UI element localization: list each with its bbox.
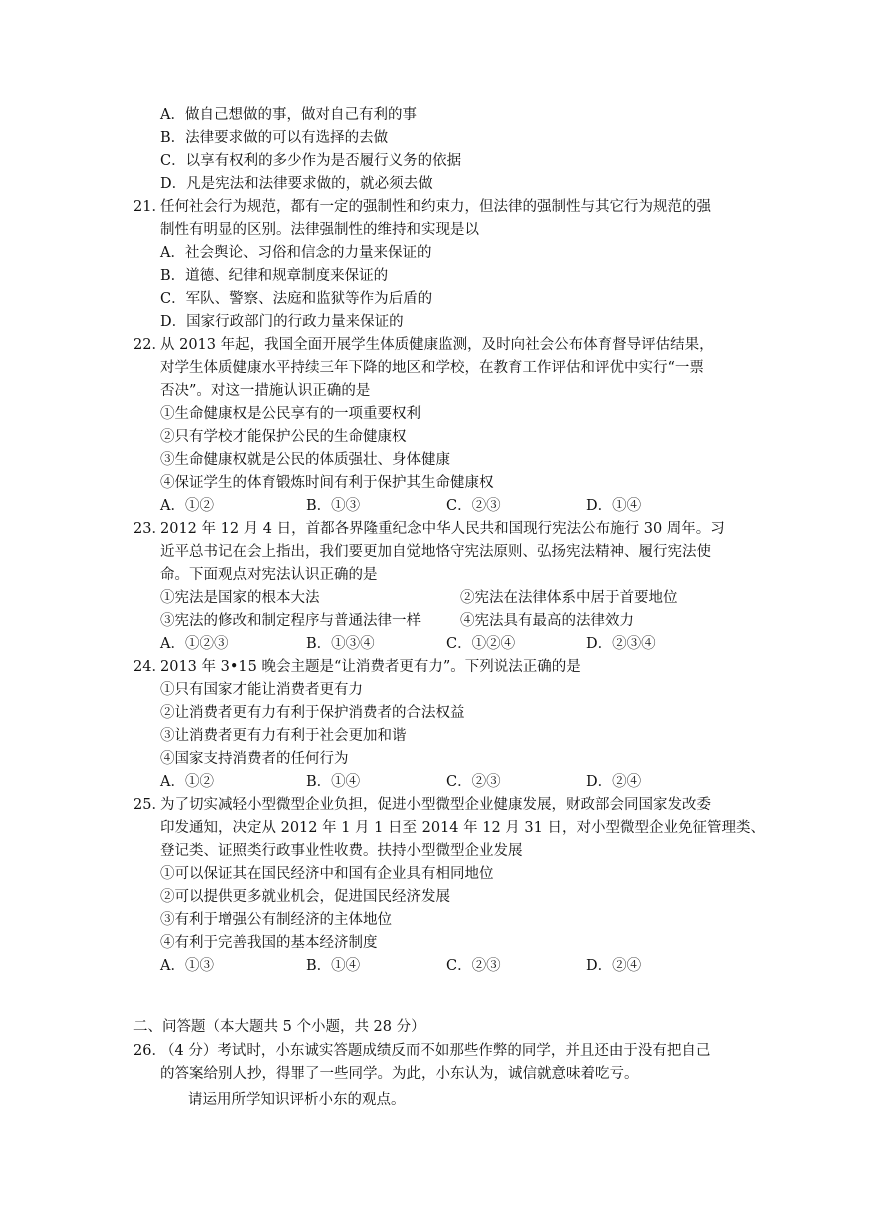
q20-option-d: D．凡是宪法和法律要求做的，就必须去做 — [160, 176, 433, 192]
q23-choice-a: A．①②③ — [160, 636, 229, 652]
q21-option-a: A．社会舆论、习俗和信念的力量来保证的 — [160, 245, 432, 261]
q21-option-b: B．道德、纪律和规章制度来保证的 — [160, 268, 389, 284]
q25-statement-1: ①可以保证其在国民经济中和国有企业具有相同地位 — [160, 866, 494, 882]
q21-stem-line-2: 制性有明显的区别。法律强制性的维持和实现是以 — [160, 222, 479, 238]
q24-stem-line-1: 2013 年 3•15 晚会主题是“让消费者更有力”。下列说法正确的是 — [160, 659, 581, 675]
q21-number: 21． — [133, 199, 166, 215]
q25-stem-line-1: 为了切实减轻小型微型企业负担，促进小型微型企业健康发展，财政部会同国家发改委 — [160, 797, 711, 813]
q23-statement-1: ①宪法是国家的根本大法 — [160, 590, 320, 606]
q25-statement-4: ④有利于完善我国的基本经济制度 — [160, 935, 378, 951]
q26-number: 26． — [133, 1043, 166, 1059]
q24-choice-d: D．②④ — [586, 774, 642, 790]
q20-option-b: B．法律要求做的可以有选择的去做 — [160, 130, 389, 146]
section-2-heading: 二、问答题（本大题共 5 个小题，共 28 分） — [133, 1019, 426, 1035]
q20-option-a: A．做自己想做的事，做对自己有利的事 — [160, 107, 417, 123]
q21-option-c: C．军队、警察、法庭和监狱等作为后盾的 — [160, 291, 433, 307]
q23-choice-d: D．②③④ — [586, 636, 656, 652]
q23-statement-2: ②宪法在法律体系中居于首要地位 — [460, 590, 678, 606]
q22-statement-2: ②只有学校才能保护公民的生命健康权 — [160, 429, 407, 445]
q24-choice-b: B．①④ — [306, 774, 361, 790]
q26-stem-line-2: 的答案给别人抄，得罪了一些同学。为此，小东认为，诚信就意味着吃亏。 — [160, 1066, 639, 1082]
q25-statement-2: ②可以提供更多就业机会，促进国民经济发展 — [160, 889, 450, 905]
q24-number: 24． — [133, 659, 166, 675]
q25-number: 25． — [133, 797, 166, 813]
q23-choice-c: C．①②④ — [446, 636, 516, 652]
q23-stem-line-3: 命。下面观点对宪法认识正确的是 — [160, 567, 378, 583]
q21-stem-line-1: 任何社会行为规范，都有一定的强制性和约束力，但法律的强制性与其它行为规范的强 — [160, 199, 711, 215]
q25-stem-line-3: 登记类、证照类行政事业性收费。扶持小型微型企业发展 — [160, 843, 523, 859]
q24-statement-4: ④国家支持消费者的任何行为 — [160, 751, 349, 767]
q26-prompt: 请运用所学知识评析小东的观点。 — [188, 1092, 406, 1108]
q23-stem-line-1: 2012 年 12 月 4 日，首都各界隆重纪念中华人民共和国现行宪法公布施行 30 周年。习 — [160, 521, 725, 537]
q24-statement-1: ①只有国家才能让消费者更有力 — [160, 682, 363, 698]
q22-stem-line-2: 对学生体质健康水平持续三年下降的地区和学校，在教育工作评估和评优中实行“一票 — [160, 360, 704, 376]
q23-statement-4: ④宪法具有最高的法律效力 — [460, 613, 634, 629]
q22-choice-d: D．①④ — [586, 498, 642, 514]
q22-choice-c: C．②③ — [446, 498, 501, 514]
q22-stem-line-3: 否决”。对这一措施认识正确的是 — [160, 383, 371, 399]
q24-statement-2: ②让消费者更有力有利于保护消费者的合法权益 — [160, 705, 465, 721]
q25-choice-a: A．①③ — [160, 958, 214, 974]
q23-choice-b: B．①③④ — [306, 636, 375, 652]
q25-choice-d: D．②④ — [586, 958, 642, 974]
q23-number: 23． — [133, 521, 166, 537]
q20-option-c: C．以享有权利的多少作为是否履行义务的依据 — [160, 153, 462, 169]
q24-choice-c: C．②③ — [446, 774, 501, 790]
q22-statement-3: ③生命健康权就是公民的体质强壮、身体健康 — [160, 452, 450, 468]
q24-statement-3: ③让消费者更有力有利于社会更加和谐 — [160, 728, 407, 744]
q22-choice-a: A．①② — [160, 498, 214, 514]
q26-stem-line-1: （4 分）考试时，小东诚实答题成绩反而不如那些作弊的同学，并且还由于没有把自己 — [160, 1043, 711, 1059]
q22-statement-1: ①生命健康权是公民享有的一项重要权利 — [160, 406, 421, 422]
q25-choice-b: B．①④ — [306, 958, 361, 974]
q23-statement-3: ③宪法的修改和制定程序与普通法律一样 — [160, 613, 421, 629]
q25-stem-line-2: 印发通知，决定从 2012 年 1 月 1 日至 2014 年 12 月 31 日，对小型微型企业免征管理类、 — [160, 820, 765, 836]
q22-statement-4: ④保证学生的体育锻炼时间有利于保护其生命健康权 — [160, 475, 494, 491]
q22-number: 22． — [133, 337, 166, 353]
q23-stem-line-2: 近平总书记在会上指出，我们要更加自觉地恪守宪法原则、弘扬宪法精神、履行宪法使 — [160, 544, 711, 560]
q25-choice-c: C．②③ — [446, 958, 501, 974]
q24-choice-a: A．①② — [160, 774, 214, 790]
q22-stem-line-1: 从 2013 年起，我国全面开展学生体质健康监测，及时向社会公布体育督导评估结果， — [160, 337, 714, 353]
q22-choice-b: B．①③ — [306, 498, 361, 514]
q21-option-d: D．国家行政部门的行政力量来保证的 — [160, 314, 404, 330]
q25-statement-3: ③有利于增强公有制经济的主体地位 — [160, 912, 392, 928]
